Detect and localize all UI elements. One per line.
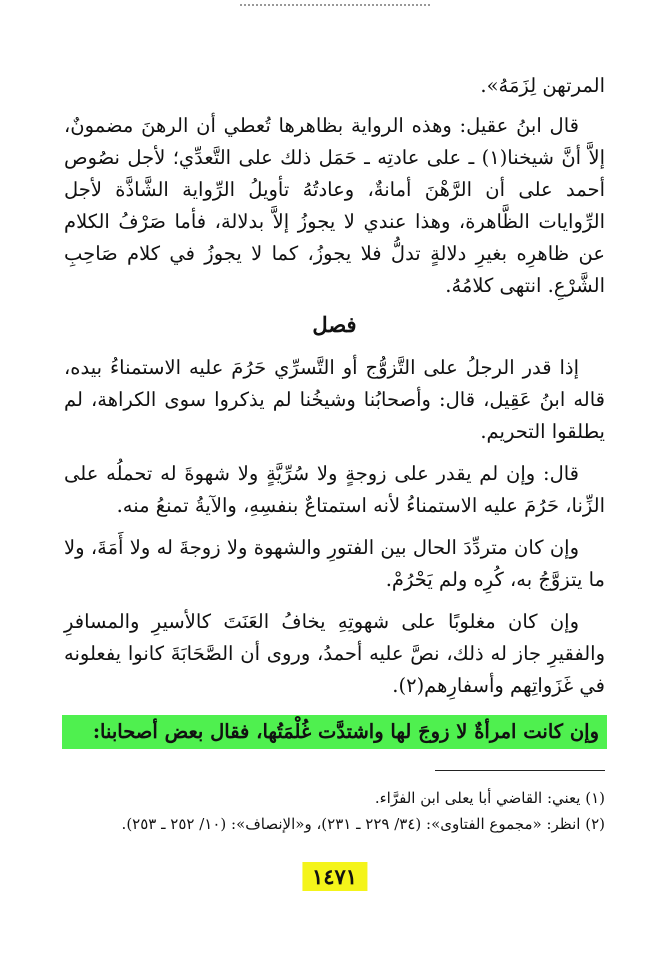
highlighted-sentence: وإن كانت امرأةٌ لا زوجَ لها واشتدَّت غُلْمَتُها، فقال بعض أصحابنا:	[62, 715, 607, 749]
footnotes	[64, 785, 605, 837]
paragraph-ibn-aqil: قال ابنُ عقيل: وهذه الرواية بظاهرها تُعطي أن الرهنَ مضمونٌ، إلاَّ أنَّ شيخنا(١) ـ على عادتِه ـ حَمَل ذلك على التَّعدِّي؛ لأجل نصُوص أحمد على أن الرَّهْنَ أمانةٌ، وعادتُهُ تأويلُ الرِّواية الشَّاذَّة لأجل الرِّوايات الظَّاهرة، وهذا عندي لا يجوزُ إلاَّ بدلالة، فأما صَرْفُ الكلام عن ظاهرِه بغيرِ دلالةٍ تدلُّ فلا يجوزُ، كما لا يجوزُ في كلام صَاحِبِ الشَّرْعِ. انتهى كلامُهُ.	[64, 114, 606, 297]
paragraph-no-wife: قال: وإن لم يقدر على زوجةٍ ولا سُرِّيَّةٍ ولا شهوةَ له تحملُه على الزِّنا، حَرُمَ عليه الاستمناءُ لأنه استمتاعٌ بنفسِهِ، والآيةُ تمنعُ منه.	[64, 462, 605, 517]
paragraph-overcome: وإن كان مغلوبًا على شهوتِهِ يخافُ العَنَتَ كالأسيرِ والمسافرِ والفقيرِ جاز له ذلك، نصَّ عليه أحمدُ، وروى أن الصَّحَابَةَ كانوا يفعلونه في غَزَواتِهم وأسفارِهم(٢).	[64, 610, 605, 697]
paragraph-istimna-ruling: إذا قدر الرجلُ على التَّزوُّج أو التَّسرِّي حَرُمَ عليه الاستمناءُ بيده، قاله ابنُ عَقِيل، قال: وأصحابُنا وشيخُنا لم يذكروا سوى الكراهة، لم يطلقوا التحريم.	[64, 356, 605, 443]
top-edge-rule	[240, 4, 430, 6]
paragraph-continuation: المرتهن لِزَمَهُ».	[480, 74, 605, 97]
intro-block	[64, 70, 605, 302]
paragraph-hesitant: وإن كان متردِّدَ الحال بين الفتورِ والشهوة ولا زوجةَ له ولا أَمَةَ، ولا ما يتزوَّجُ به، كُرِه ولم يَحْرُمْ.	[64, 536, 605, 591]
footnote-1: (١) يعني: القاضي أبا يعلى ابن الفرَّاء.	[374, 789, 605, 807]
page-number: ١٤٧١	[302, 862, 367, 891]
section-heading: فصل	[312, 312, 357, 337]
footnote-2: (٢) انظر: «مجموع الفتاوى»: (٣٤/ ٢٢٩ ـ ٢٣١)، و«الإنصاف»: (١٠/ ٢٥٢ ـ ٢٥٣).	[121, 815, 605, 833]
footnote-separator	[435, 770, 605, 771]
main-block	[64, 352, 605, 702]
